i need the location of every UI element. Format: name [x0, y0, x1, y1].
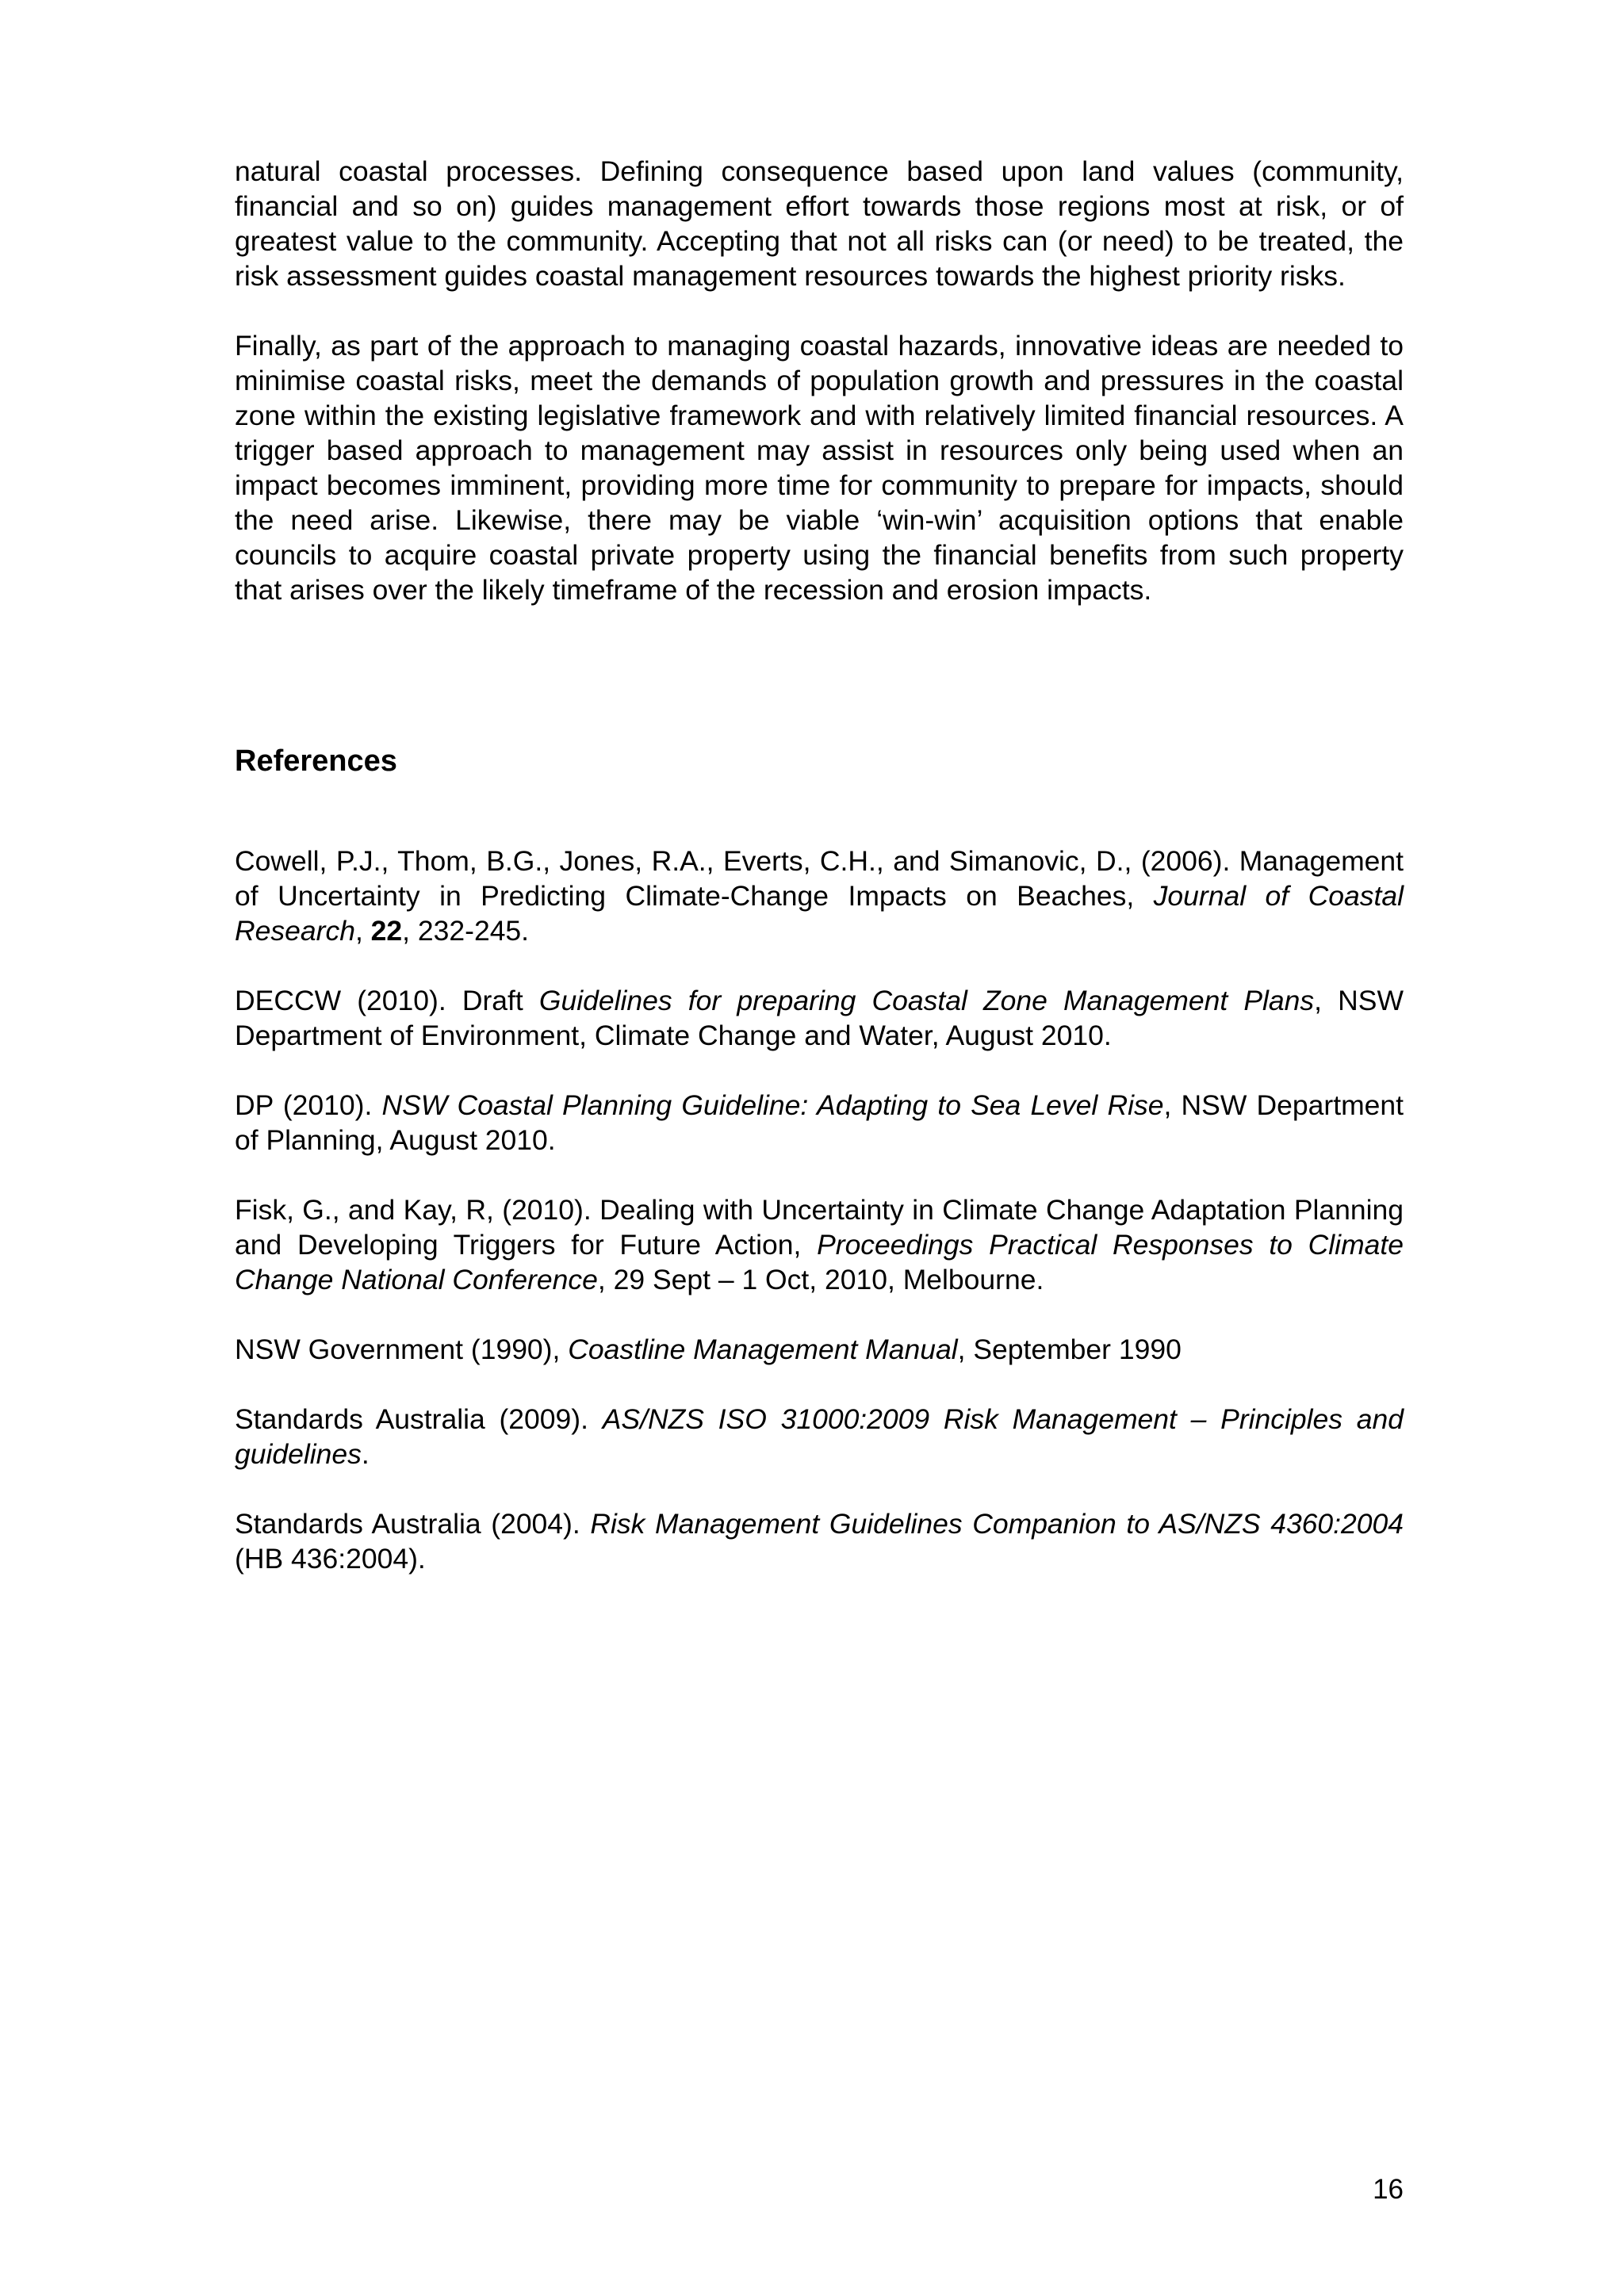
- reference-item: [235, 1402, 1404, 1471]
- body-paragraph: natural coastal processes. Defining consequence based upon land values (community, financial and so on) guides management effort towards those regions most at risk, or of greatest value to the community. Accepting that not all risks can (or need) to be treated, the risk assessment guides coastal management resources towards the highest priority risks.: [235, 155, 1404, 292]
- reference-text: ,: [354, 915, 371, 947]
- reference-text: Proceedings Practical Responses to Climate Change National Conference: [235, 1229, 1404, 1295]
- reference-text: Coastline Management Manual: [568, 1334, 958, 1365]
- reference-item: [235, 1088, 1404, 1158]
- body-text: [235, 154, 1404, 607]
- reference-item: [235, 1506, 1404, 1576]
- reference-text: , 29 Sept – 1 Oct, 2010, Melbourne.: [597, 1264, 1044, 1295]
- reference-text: Risk Management Guidelines Companion to AS/NZS 4360:2004: [590, 1508, 1404, 1540]
- page-number: 16: [1373, 2174, 1404, 2205]
- reference-text: AS/NZS ISO 31000:2009 Risk Management – Principles and guidelines: [235, 1403, 1404, 1470]
- reference-text: Guidelines for preparing Coastal Zone Management Plans: [538, 985, 1315, 1016]
- body-paragraph: Finally, as part of the approach to managing coastal hazards, innovative ideas are needed to minimise coastal risks, meet the demands of population growth and pressures in the coastal zone within the existing legislative framework and with relatively limited financial resources. A trigger based approach to management may assist in resources only being used when an impact becomes imminent, providing more time for community to prepare for impacts, should the need arise. Likewise, there may be viable ‘win-win’ acquisition options that enable councils to acquire coastal private property using the financial benefits from such property that arises over the likely timeframe of the recession and erosion impacts.: [235, 330, 1404, 606]
- reference-text: NSW Coastal Planning Guideline: Adapting to Sea Level Rise: [381, 1089, 1164, 1121]
- reference-text: Fisk, G., and Kay, R, (2010). Dealing with Uncertainty in Climate Change Adaptation Planning and Developing Triggers for Future Action,: [235, 1194, 1404, 1261]
- reference-item: [235, 844, 1404, 948]
- reference-text: .: [361, 1438, 370, 1470]
- reference-text: Cowell, P.J., Thom, B.G., Jones, R.A., Everts, C.H., and Simanovic, D., (2006). Management of Uncertainty in Predicting Climate-Change Impacts on Beaches,: [235, 845, 1404, 912]
- reference-item: [235, 1332, 1404, 1367]
- reference-text: , September 1990: [957, 1334, 1182, 1365]
- reference-text: NSW Government (1990),: [235, 1334, 569, 1365]
- references-list: [235, 844, 1404, 1576]
- reference-text: , NSW Department of Environment, Climate Change and Water, August 2010.: [235, 985, 1404, 1051]
- reference-text: , 232-245.: [402, 915, 530, 947]
- reference-text: Journal of Coastal Research: [235, 880, 1404, 947]
- reference-text: Standards Australia (2009).: [235, 1403, 603, 1435]
- document-page: [235, 154, 1404, 1575]
- reference-text: DECCW (2010). Draft: [235, 985, 539, 1016]
- reference-text: , NSW Department of Planning, August 2010.: [235, 1089, 1404, 1156]
- reference-text: Standards Australia (2004).: [235, 1508, 591, 1540]
- reference-item: [235, 983, 1404, 1053]
- reference-text: 22: [370, 915, 403, 947]
- reference-item: [235, 1192, 1404, 1297]
- references-heading: References: [235, 744, 397, 778]
- reference-text: DP (2010).: [235, 1089, 382, 1121]
- reference-text: (HB 436:2004).: [235, 1543, 426, 1575]
